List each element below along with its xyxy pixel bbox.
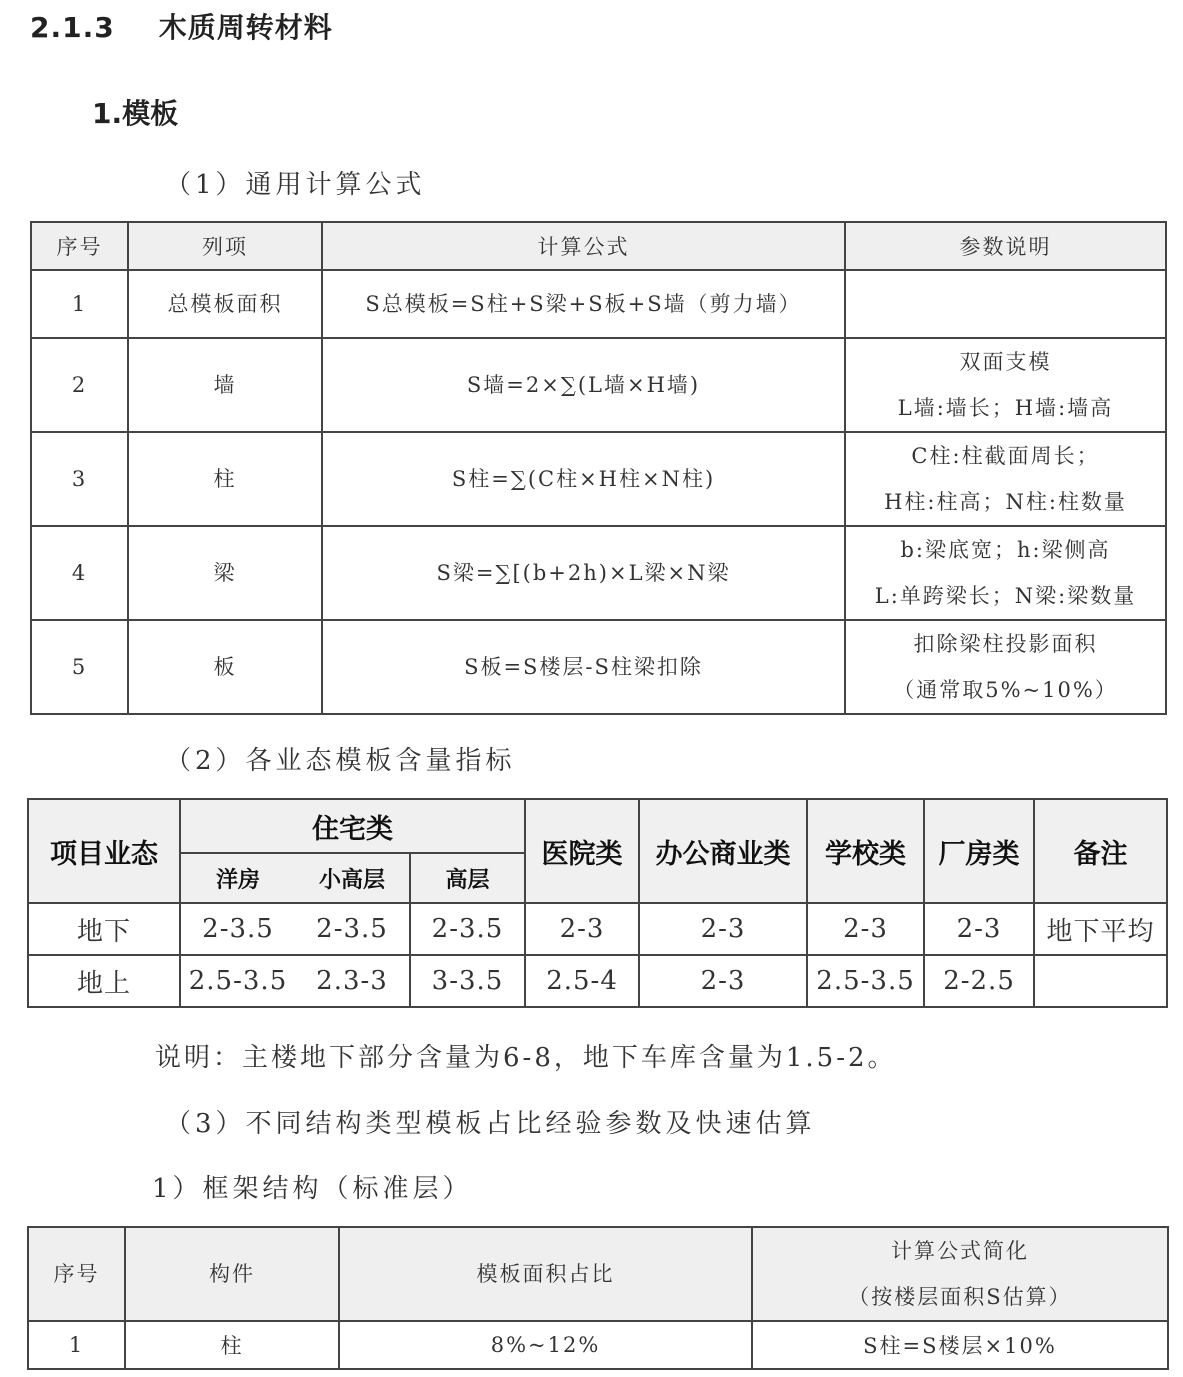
cell-item: 板	[128, 620, 322, 714]
table-row	[28, 955, 1167, 1007]
desc-line-1: 扣除梁柱投影面积	[913, 632, 1098, 656]
desc-line-2: （通常取5%~10%）	[893, 678, 1118, 702]
cell-no: 3	[31, 432, 128, 526]
header-type: 项目业态	[28, 799, 180, 903]
cell-no: 2	[31, 338, 128, 432]
cell-remark: 地下平均	[1034, 903, 1167, 955]
section-title: 木质周转材料	[158, 11, 333, 44]
cell-formula: S墙=2×∑(L墙×H墙)	[322, 338, 845, 432]
cell-school: 2-3	[807, 903, 924, 955]
table-header-row	[28, 1227, 1168, 1321]
desc-line-1: 双面支模	[959, 350, 1052, 374]
header-formula: 计算公式	[322, 222, 845, 270]
header-no: 序号	[31, 222, 128, 270]
cell-villa: 2.5-3.5	[180, 955, 295, 1007]
table-row	[28, 903, 1167, 955]
heading-indicators: （2）各业态模板含量指标	[165, 746, 516, 776]
cell-no: 1	[31, 270, 128, 338]
cell-desc	[845, 270, 1166, 338]
cell-no: 5	[31, 620, 128, 714]
cell-label: 地下	[28, 903, 180, 955]
cell-factory: 2-2.5	[924, 955, 1034, 1007]
cell-formula: S板=S楼层-S柱梁扣除	[322, 620, 845, 714]
cell-desc	[845, 338, 1166, 432]
cell-item: 柱	[128, 432, 322, 526]
header-part: 构件	[125, 1227, 339, 1321]
cell-office: 2-3	[639, 955, 807, 1007]
cell-ratio: 8%~12%	[339, 1321, 752, 1369]
indicator-table	[27, 798, 1168, 1008]
header-highrise: 高层	[410, 853, 525, 903]
cell-office: 2-3	[639, 903, 807, 955]
cell-highrise: 3-3.5	[410, 955, 525, 1007]
cell-no: 1	[28, 1321, 125, 1369]
header-office: 办公商业类	[639, 799, 807, 903]
subsection-heading: 1.模板	[92, 97, 179, 130]
table-row	[31, 432, 1166, 526]
cell-midrise: 2.3-3	[295, 955, 410, 1007]
section-number: 2.1.3	[30, 11, 115, 44]
header-formula-line-1: 计算公式简化	[891, 1239, 1029, 1263]
header-formula	[752, 1227, 1168, 1321]
cell-formula: S柱=S楼层×10%	[752, 1321, 1168, 1369]
desc-line-2: H柱:柱高；N柱:柱数量	[884, 490, 1127, 514]
cell-factory: 2-3	[924, 903, 1034, 955]
cell-midrise: 2-3.5	[295, 903, 410, 955]
header-formula-line-2: （按楼层面积S估算）	[848, 1285, 1072, 1309]
cell-highrise: 2-3.5	[410, 903, 525, 955]
header-desc: 参数说明	[845, 222, 1166, 270]
cell-label: 地上	[28, 955, 180, 1007]
header-school: 学校类	[807, 799, 924, 903]
note-text: 说明：主楼地下部分含量为6-8，地下车库含量为1.5-2。	[155, 1043, 897, 1073]
desc-line-2: L墙:墙长；H墙:墙高	[897, 396, 1114, 420]
table-row	[31, 620, 1166, 714]
section-heading	[30, 6, 333, 46]
desc-line-1: C柱:柱截面周长；	[911, 444, 1100, 468]
header-ratio: 模板面积占比	[339, 1227, 752, 1321]
cell-formula: S总模板=S柱+S梁+S板+S墙（剪力墙）	[322, 270, 845, 338]
cell-hospital: 2-3	[525, 903, 639, 955]
cell-formula: S柱=∑(C柱×H柱×N柱)	[322, 432, 845, 526]
cell-part: 柱	[125, 1321, 339, 1369]
table-row	[28, 1321, 1168, 1369]
table-row	[31, 270, 1166, 338]
header-factory: 厂房类	[924, 799, 1034, 903]
cell-no: 4	[31, 526, 128, 620]
cell-remark	[1034, 955, 1167, 1007]
cell-desc	[845, 620, 1166, 714]
header-midrise: 小高层	[295, 853, 410, 903]
header-no: 序号	[28, 1227, 125, 1321]
cell-item: 总模板面积	[128, 270, 322, 338]
frame-ratio-table	[27, 1226, 1169, 1370]
desc-line-1: b:梁底宽；h:梁侧高	[900, 538, 1111, 562]
heading-formula: （1）通用计算公式	[165, 170, 426, 200]
cell-item: 梁	[128, 526, 322, 620]
header-remark: 备注	[1034, 799, 1167, 903]
cell-villa: 2-3.5	[180, 903, 295, 955]
cell-desc	[845, 526, 1166, 620]
header-hospital: 医院类	[525, 799, 639, 903]
table-header-row	[31, 222, 1166, 270]
table-row	[31, 338, 1166, 432]
formula-table	[30, 221, 1167, 715]
cell-desc	[845, 432, 1166, 526]
header-item: 列项	[128, 222, 322, 270]
cell-hospital: 2.5-4	[525, 955, 639, 1007]
table-header-row	[28, 799, 1167, 853]
header-residential: 住宅类	[180, 799, 525, 853]
table-row	[31, 526, 1166, 620]
header-villa: 洋房	[180, 853, 295, 903]
heading-ratio: （3）不同结构类型模板占比经验参数及快速估算	[165, 1109, 816, 1139]
desc-line-2: L:单跨梁长；N梁:梁数量	[874, 584, 1137, 608]
cell-item: 墙	[128, 338, 322, 432]
cell-formula: S梁=∑[(b+2h)×L梁×N梁	[322, 526, 845, 620]
heading-frame: 1）框架结构（标准层）	[152, 1174, 473, 1204]
cell-school: 2.5-3.5	[807, 955, 924, 1007]
